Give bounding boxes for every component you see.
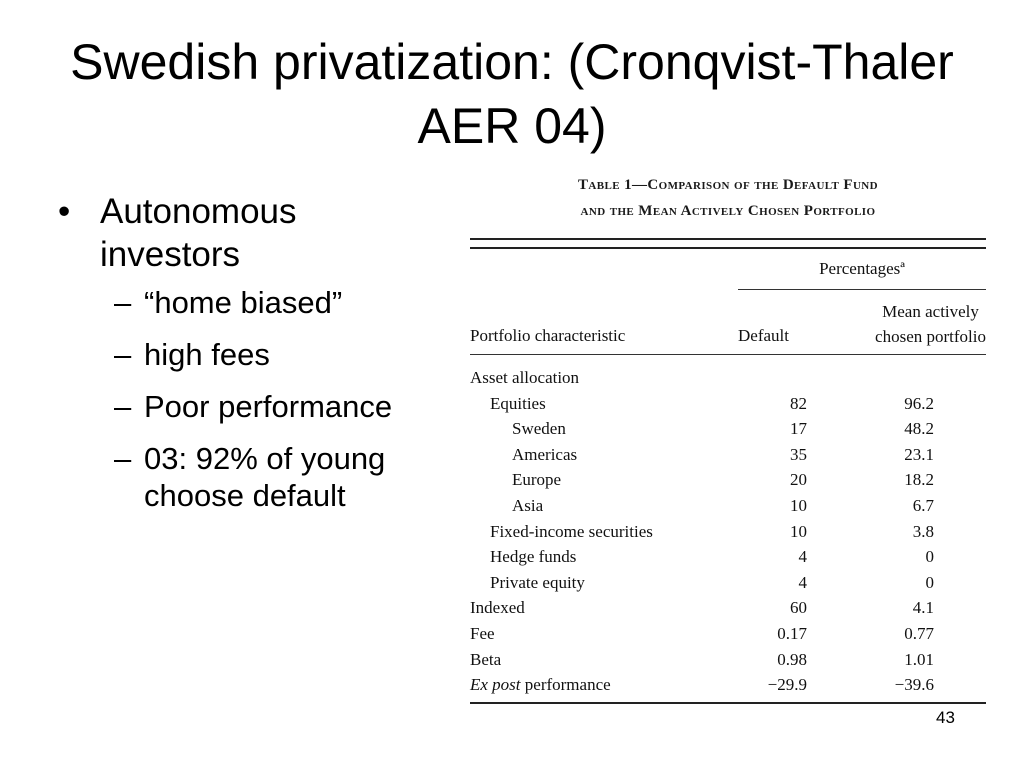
table-caption-line: and the Mean Actively Chosen Portfolio xyxy=(580,203,876,219)
row-mean: 18.2 xyxy=(904,470,934,490)
sub-bullet-list xyxy=(58,284,428,514)
row-default: 35 xyxy=(790,444,807,464)
row-mean: 0 xyxy=(925,547,934,567)
bullet-marker: • xyxy=(58,192,71,231)
table-row xyxy=(470,647,986,673)
table-row xyxy=(470,442,986,468)
sub-bullet-marker: – xyxy=(114,389,132,424)
table-row xyxy=(470,467,986,493)
row-mean: 96.2 xyxy=(904,393,934,413)
row-label: Americas xyxy=(512,444,578,464)
row-mean: 0 xyxy=(925,572,934,592)
sub-bullet-marker: – xyxy=(114,337,132,372)
header-mean-line: Mean actively xyxy=(882,302,979,321)
row-default: 10 xyxy=(790,521,807,541)
sub-bullet-text: “home biased” xyxy=(144,285,343,320)
row-label-italic: Ex post xyxy=(470,675,521,695)
row-label: Beta xyxy=(470,649,502,669)
sub-bullet-text: Poor performance xyxy=(144,389,393,424)
row-default: 4 xyxy=(798,572,807,592)
page-number: 43 xyxy=(936,708,955,727)
row-mean: 23.1 xyxy=(904,444,934,464)
sub-bullet xyxy=(114,440,428,514)
row-label: Asset allocation xyxy=(470,368,580,387)
slide-title: Swedish privatization: (Cronqvist-Thaler AER 04) xyxy=(70,34,954,154)
row-default: −29.9 xyxy=(767,675,807,695)
percentages-rule xyxy=(738,289,986,290)
table-row xyxy=(470,544,986,570)
row-label: Asia xyxy=(512,495,544,515)
table-row xyxy=(470,519,986,545)
row-label: Indexed xyxy=(470,598,525,618)
sub-bullet-text: high fees xyxy=(144,337,270,372)
row-label: Fee xyxy=(470,623,495,643)
sub-bullet xyxy=(114,284,428,321)
bullet-main-text: Autonomous investors xyxy=(100,192,297,274)
row-default: 4 xyxy=(798,547,807,567)
table-caption-line: Table 1—Comparison of the Default Fund xyxy=(578,177,878,193)
table-bottom-rule xyxy=(470,702,986,704)
table-row xyxy=(470,493,986,519)
sub-bullet xyxy=(114,336,428,373)
row-label-rest: performance xyxy=(520,675,611,695)
sub-bullet-marker: – xyxy=(114,285,132,320)
table-row xyxy=(470,595,986,621)
row-mean: −39.6 xyxy=(894,675,934,695)
row-mean: 6.7 xyxy=(912,495,934,515)
row-label: Equities xyxy=(490,393,546,413)
table-header xyxy=(470,249,986,354)
table-row xyxy=(470,672,986,698)
sub-bullet-marker: – xyxy=(114,441,132,476)
sub-bullet xyxy=(114,388,428,425)
table-top-rule xyxy=(470,238,986,249)
header-mean-line: chosen portfolio xyxy=(875,327,986,346)
table-body xyxy=(470,355,986,698)
header-characteristic: Portfolio characteristic xyxy=(470,326,626,345)
row-default: 17 xyxy=(790,419,807,439)
header-default: Default xyxy=(738,326,789,345)
header-mean xyxy=(875,299,986,349)
row-label: Hedge funds xyxy=(490,547,577,567)
sub-bullet-text: 03: 92% of young choose default xyxy=(144,441,386,513)
row-default: 20 xyxy=(790,470,807,490)
row-default: 0.98 xyxy=(777,649,807,669)
table-row xyxy=(470,621,986,647)
row-default: 10 xyxy=(790,495,807,515)
row-label: Private equity xyxy=(490,572,585,592)
table-caption xyxy=(470,172,986,224)
table-row xyxy=(470,570,986,596)
table-row xyxy=(470,365,986,391)
table-row xyxy=(470,391,986,417)
comparison-table xyxy=(470,172,986,704)
row-label: Fixed-income securities xyxy=(490,521,653,541)
percentages-header: Percentagesª xyxy=(819,259,905,278)
bullet-main xyxy=(58,190,428,276)
table-row xyxy=(470,416,986,442)
row-mean: 1.01 xyxy=(904,649,934,669)
row-default: 0.17 xyxy=(777,623,807,643)
row-default: 82 xyxy=(790,393,807,413)
row-mean: 48.2 xyxy=(904,419,934,439)
row-label xyxy=(470,672,611,698)
bullet-list xyxy=(58,190,428,529)
row-mean: 3.8 xyxy=(912,521,934,541)
row-default: 60 xyxy=(790,598,807,618)
row-label: Europe xyxy=(512,470,562,490)
row-mean: 0.77 xyxy=(904,623,934,643)
row-mean: 4.1 xyxy=(912,598,934,618)
row-label: Sweden xyxy=(512,419,566,439)
